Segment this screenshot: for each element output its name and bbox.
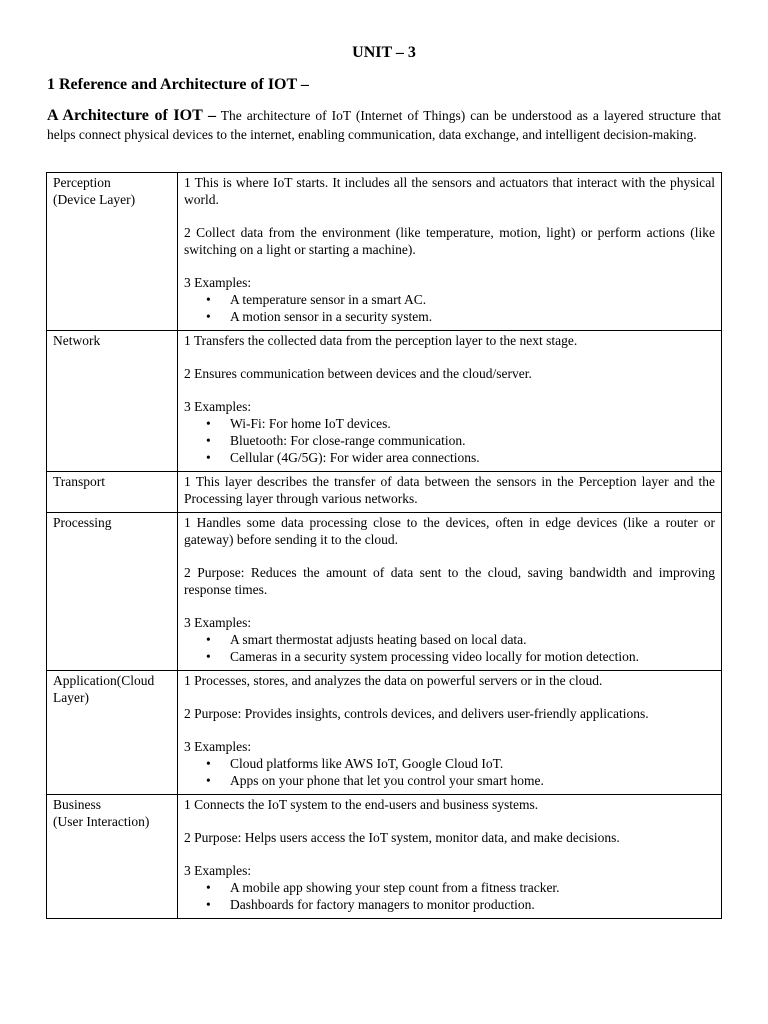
layer-name-line: (User Interaction)	[53, 814, 150, 829]
examples-label: 3 Examples:	[184, 399, 252, 414]
example-item: • Cellular (4G/5G): For wider area connections.	[230, 449, 715, 466]
example-item: • Bluetooth: For close-range communication.	[230, 432, 715, 449]
layer-row	[47, 472, 722, 513]
layer-description-cell	[178, 513, 722, 671]
layer-name-line: Application(Cloud	[53, 673, 155, 688]
layer-paragraph: 1 Processes, stores, and analyzes the data on powerful servers or in the cloud.	[184, 673, 603, 688]
example-item: • Apps on your phone that let you control your smart home.	[230, 772, 715, 789]
example-item: • Cloud platforms like AWS IoT, Google Cloud IoT.	[230, 755, 715, 772]
layer-paragraph: 2 Purpose: Reduces the amount of data sent to the cloud, saving bandwidth and improving response times.	[184, 565, 715, 597]
examples-label: 3 Examples:	[184, 615, 252, 630]
examples-list	[184, 415, 715, 466]
layer-name-line: Processing	[53, 515, 112, 530]
layer-description-cell	[178, 331, 722, 472]
example-item: • Cameras in a security system processing video locally for motion detection.	[230, 648, 715, 665]
layer-row	[47, 513, 722, 671]
layer-paragraph: 1 Transfers the collected data from the perception layer to the next stage.	[184, 333, 578, 348]
layer-row	[47, 331, 722, 472]
examples-label: 3 Examples:	[184, 863, 252, 878]
intro-lead: A Architecture of IOT –	[47, 107, 217, 124]
layer-name-cell	[47, 795, 178, 919]
examples-list	[184, 631, 715, 665]
layer-name-line: (Device Layer)	[53, 192, 136, 207]
section-heading: 1 Reference and Architecture of IOT –	[47, 76, 309, 93]
layer-description-cell	[178, 173, 722, 331]
example-item: • A mobile app showing your step count from a fitness tracker.	[230, 879, 715, 896]
example-item: • A motion sensor in a security system.	[230, 308, 715, 325]
layer-description-cell	[178, 795, 722, 919]
examples-list	[184, 879, 715, 913]
example-item: • Wi-Fi: For home IoT devices.	[230, 415, 715, 432]
layer-name-line: Layer)	[53, 690, 89, 705]
layer-name-cell	[47, 173, 178, 331]
layer-row	[47, 671, 722, 795]
example-item: • A temperature sensor in a smart AC.	[230, 291, 715, 308]
layer-description-cell	[178, 671, 722, 795]
layer-paragraph: 2 Ensures communication between devices and the cloud/server.	[184, 366, 532, 381]
examples-list	[184, 755, 715, 789]
example-item: • Dashboards for factory managers to monitor production.	[230, 896, 715, 913]
unit-title: UNIT – 3	[352, 44, 416, 61]
layer-paragraph: 1 Connects the IoT system to the end-users and business systems.	[184, 797, 539, 812]
examples-list	[184, 291, 715, 325]
example-item: • A smart thermostat adjusts heating based on local data.	[230, 631, 715, 648]
layer-paragraph: 2 Collect data from the environment (like temperature, motion, light) or perform actions (like switching on a light or starting a machine).	[184, 225, 715, 257]
layer-name-cell	[47, 671, 178, 795]
examples-label: 3 Examples:	[184, 739, 252, 754]
examples-label: 3 Examples:	[184, 275, 252, 290]
layer-paragraph: 1 Handles some data processing close to the devices, often in edge devices (like a router or gateway) before sending it to the cloud.	[184, 515, 715, 547]
layer-name-cell	[47, 331, 178, 472]
layer-row	[47, 795, 722, 919]
layer-name-line: Business	[53, 797, 102, 812]
layer-paragraph: 2 Purpose: Helps users access the IoT system, monitor data, and make decisions.	[184, 830, 620, 845]
layer-paragraph: 1 This is where IoT starts. It includes all the sensors and actuators that interact with the physical world.	[184, 175, 715, 207]
layer-name-line: Perception	[53, 175, 111, 190]
layer-description-cell	[178, 472, 722, 513]
layer-row	[47, 173, 722, 331]
intro-text: The architecture of IoT (Internet of Things) can be understood as a layered structure that helps connect physical devices to the internet, enabling communication, data exchange, and intelligent decision-making.	[47, 108, 722, 142]
intro-paragraph	[47, 106, 721, 144]
architecture-table	[46, 172, 722, 919]
layer-name-line: Transport	[53, 474, 106, 489]
layer-name-line: Network	[53, 333, 101, 348]
layer-name-cell	[47, 472, 178, 513]
layer-paragraph: 1 This layer describes the transfer of data between the sensors in the Perception layer and the Processing layer through various networks.	[184, 474, 715, 506]
layer-name-cell	[47, 513, 178, 671]
layer-paragraph: 2 Purpose: Provides insights, controls devices, and delivers user-friendly applications.	[184, 706, 649, 721]
